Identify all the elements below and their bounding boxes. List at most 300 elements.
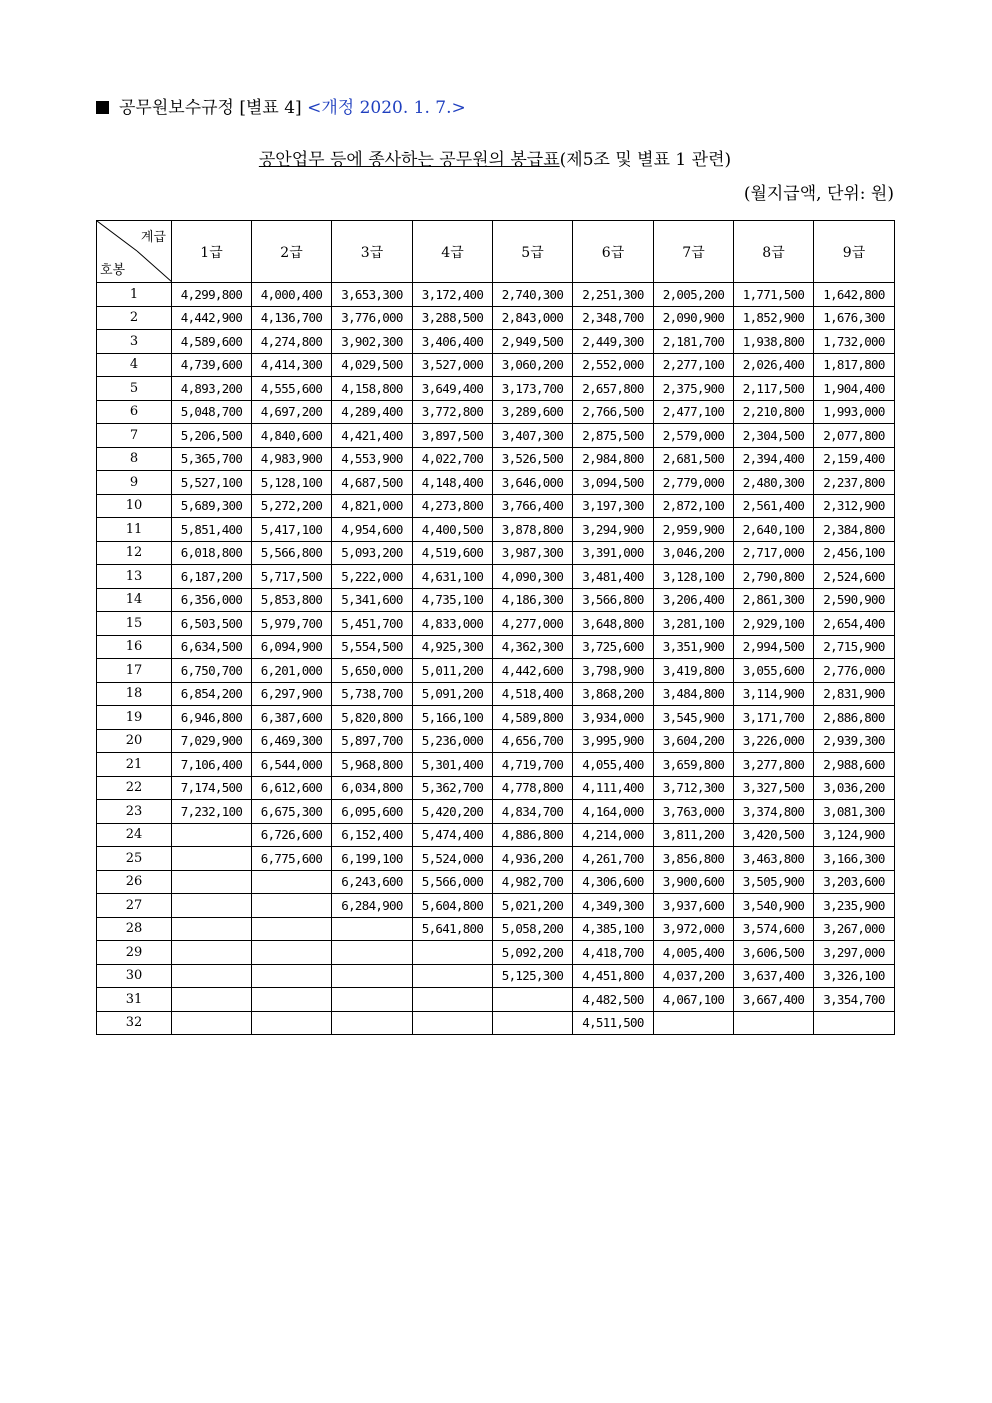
salary-cell: 3,203,600 (814, 870, 895, 894)
salary-cell: 4,442,900 (172, 306, 252, 330)
salary-cell: 5,125,300 (493, 964, 573, 988)
step-number: 14 (97, 588, 172, 612)
salary-cell: 5,474,400 (413, 823, 493, 847)
salary-cell: 4,589,800 (493, 706, 573, 730)
table-row (97, 353, 895, 377)
salary-cell: 4,482,500 (573, 988, 654, 1012)
salary-cell: 4,385,100 (573, 917, 654, 941)
table-row (97, 330, 895, 354)
salary-cell: 5,092,200 (493, 941, 573, 965)
salary-cell: 6,387,600 (252, 706, 332, 730)
title-main: 공안업무 등에 종사하는 공무원의 봉급표 (258, 150, 560, 170)
salary-cell: 3,649,400 (413, 377, 493, 401)
salary-cell: 5,527,100 (172, 471, 252, 495)
salary-cell (332, 1011, 413, 1035)
salary-cell: 3,937,600 (654, 894, 734, 918)
step-number: 3 (97, 330, 172, 354)
step-number: 21 (97, 753, 172, 777)
table-row (97, 541, 895, 565)
salary-cell: 6,775,600 (252, 847, 332, 871)
salary-cell: 3,281,100 (654, 612, 734, 636)
salary-cell: 3,374,800 (734, 800, 814, 824)
salary-cell: 3,326,100 (814, 964, 895, 988)
salary-cell: 3,046,200 (654, 541, 734, 565)
salary-cell: 3,484,800 (654, 682, 734, 706)
salary-cell: 5,853,800 (252, 588, 332, 612)
salary-cell: 2,831,900 (814, 682, 895, 706)
salary-cell: 5,091,200 (413, 682, 493, 706)
step-number: 2 (97, 306, 172, 330)
table-body (97, 283, 895, 1035)
salary-cell: 2,117,500 (734, 377, 814, 401)
table-row (97, 1011, 895, 1035)
salary-cell: 4,418,700 (573, 941, 654, 965)
salary-cell: 1,938,800 (734, 330, 814, 354)
salary-cell: 3,648,800 (573, 612, 654, 636)
table-row (97, 447, 895, 471)
salary-cell: 6,094,900 (252, 635, 332, 659)
grade-header: 3급 (332, 221, 413, 283)
table-row (97, 894, 895, 918)
salary-cell: 2,159,400 (814, 447, 895, 471)
salary-cell: 4,697,200 (252, 400, 332, 424)
salary-cell: 3,566,800 (573, 588, 654, 612)
salary-cell (172, 1011, 252, 1035)
salary-cell: 2,886,800 (814, 706, 895, 730)
table-row (97, 424, 895, 448)
salary-cell: 4,778,800 (493, 776, 573, 800)
salary-cell: 3,481,400 (573, 565, 654, 589)
salary-cell: 2,939,300 (814, 729, 895, 753)
salary-cell: 5,021,200 (493, 894, 573, 918)
salary-cell: 4,362,300 (493, 635, 573, 659)
salary-cell: 3,897,500 (413, 424, 493, 448)
salary-cell (413, 1011, 493, 1035)
salary-cell: 2,251,300 (573, 283, 654, 307)
salary-cell: 2,277,100 (654, 353, 734, 377)
salary-cell: 3,763,000 (654, 800, 734, 824)
regulation-title: 공무원보수규정 [별표 4] (119, 98, 302, 118)
salary-cell: 3,197,300 (573, 494, 654, 518)
salary-cell: 4,687,500 (332, 471, 413, 495)
salary-cell: 2,477,100 (654, 400, 734, 424)
salary-cell: 2,348,700 (573, 306, 654, 330)
table-row (97, 729, 895, 753)
salary-cell: 2,875,500 (573, 424, 654, 448)
table-row (97, 377, 895, 401)
salary-cell: 3,294,900 (573, 518, 654, 542)
salary-cell: 3,173,700 (493, 377, 573, 401)
salary-cell: 4,289,400 (332, 400, 413, 424)
step-number: 26 (97, 870, 172, 894)
salary-cell: 3,094,500 (573, 471, 654, 495)
salary-cell: 6,634,500 (172, 635, 252, 659)
salary-cell: 4,954,600 (332, 518, 413, 542)
salary-cell: 3,659,800 (654, 753, 734, 777)
salary-cell: 4,261,700 (573, 847, 654, 871)
step-number: 16 (97, 635, 172, 659)
table-row (97, 776, 895, 800)
salary-cell (332, 917, 413, 941)
salary-cell: 3,934,000 (573, 706, 654, 730)
salary-cell: 3,206,400 (654, 588, 734, 612)
salary-cell: 3,667,400 (734, 988, 814, 1012)
table-row (97, 588, 895, 612)
salary-cell: 3,527,000 (413, 353, 493, 377)
table-row (97, 682, 895, 706)
step-number: 27 (97, 894, 172, 918)
step-number: 32 (97, 1011, 172, 1035)
salary-cell: 4,299,800 (172, 283, 252, 307)
salary-cell: 3,277,800 (734, 753, 814, 777)
salary-cell: 4,273,800 (413, 494, 493, 518)
salary-cell: 4,553,900 (332, 447, 413, 471)
salary-cell: 2,994,500 (734, 635, 814, 659)
step-number: 31 (97, 988, 172, 1012)
salary-cell (252, 964, 332, 988)
salary-cell: 2,456,100 (814, 541, 895, 565)
step-number: 19 (97, 706, 172, 730)
salary-cell: 5,206,500 (172, 424, 252, 448)
salary-cell (734, 1011, 814, 1035)
salary-cell: 6,612,600 (252, 776, 332, 800)
salary-cell: 7,029,900 (172, 729, 252, 753)
salary-cell (172, 988, 252, 1012)
salary-cell: 5,554,500 (332, 635, 413, 659)
salary-cell: 2,766,500 (573, 400, 654, 424)
salary-cell (332, 988, 413, 1012)
salary-cell: 2,843,000 (493, 306, 573, 330)
salary-cell: 2,384,800 (814, 518, 895, 542)
salary-cell: 4,983,900 (252, 447, 332, 471)
salary-cell (252, 1011, 332, 1035)
salary-cell: 5,451,700 (332, 612, 413, 636)
salary-cell: 1,771,500 (734, 283, 814, 307)
salary-cell: 2,237,800 (814, 471, 895, 495)
salary-cell: 3,267,000 (814, 917, 895, 941)
table-row (97, 283, 895, 307)
step-number: 20 (97, 729, 172, 753)
salary-cell: 6,356,000 (172, 588, 252, 612)
salary-cell: 3,289,600 (493, 400, 573, 424)
salary-cell: 6,503,500 (172, 612, 252, 636)
salary-cell: 4,936,200 (493, 847, 573, 871)
salary-cell: 3,505,900 (734, 870, 814, 894)
salary-cell: 5,689,300 (172, 494, 252, 518)
salary-cell (172, 823, 252, 847)
salary-cell: 4,349,300 (573, 894, 654, 918)
salary-cell: 5,566,800 (252, 541, 332, 565)
salary-cell: 6,854,200 (172, 682, 252, 706)
salary-cell: 4,833,000 (413, 612, 493, 636)
salary-cell: 2,740,300 (493, 283, 573, 307)
salary-cell (493, 1011, 573, 1035)
step-number: 12 (97, 541, 172, 565)
salary-cell: 4,719,700 (493, 753, 573, 777)
salary-cell: 3,900,600 (654, 870, 734, 894)
salary-cell: 1,642,800 (814, 283, 895, 307)
salary-cell: 4,519,600 (413, 541, 493, 565)
salary-table (96, 220, 895, 1035)
salary-cell: 4,214,000 (573, 823, 654, 847)
table-row (97, 659, 895, 683)
salary-cell: 3,036,200 (814, 776, 895, 800)
grade-header: 6급 (573, 221, 654, 283)
salary-cell: 3,972,000 (654, 917, 734, 941)
amendment-date: <개정 2020. 1. 7.> (307, 98, 466, 118)
salary-cell: 5,058,200 (493, 917, 573, 941)
corner-grade-label: 계급 (140, 230, 166, 245)
table-row (97, 917, 895, 941)
salary-cell: 4,306,600 (573, 870, 654, 894)
salary-cell: 2,005,200 (654, 283, 734, 307)
salary-cell: 4,400,500 (413, 518, 493, 542)
salary-cell: 3,811,200 (654, 823, 734, 847)
salary-cell: 5,301,400 (413, 753, 493, 777)
salary-cell: 3,463,800 (734, 847, 814, 871)
salary-cell: 3,606,500 (734, 941, 814, 965)
salary-cell: 2,715,900 (814, 635, 895, 659)
salary-cell: 2,561,400 (734, 494, 814, 518)
salary-cell: 4,000,400 (252, 283, 332, 307)
salary-cell: 6,946,800 (172, 706, 252, 730)
square-bullet-icon (96, 101, 109, 114)
salary-cell: 6,297,900 (252, 682, 332, 706)
step-number: 15 (97, 612, 172, 636)
salary-cell: 5,897,700 (332, 729, 413, 753)
salary-cell: 3,420,500 (734, 823, 814, 847)
step-number: 9 (97, 471, 172, 495)
step-number: 17 (97, 659, 172, 683)
salary-cell (332, 941, 413, 965)
salary-cell: 3,637,400 (734, 964, 814, 988)
salary-cell (332, 964, 413, 988)
step-number: 29 (97, 941, 172, 965)
salary-cell: 5,166,100 (413, 706, 493, 730)
grade-header: 5급 (493, 221, 573, 283)
salary-cell (413, 941, 493, 965)
step-number: 24 (97, 823, 172, 847)
salary-cell: 6,284,900 (332, 894, 413, 918)
table-row (97, 753, 895, 777)
step-number: 4 (97, 353, 172, 377)
table-row (97, 494, 895, 518)
salary-cell (252, 917, 332, 941)
salary-cell: 2,304,500 (734, 424, 814, 448)
salary-cell: 2,524,600 (814, 565, 895, 589)
salary-cell: 4,186,300 (493, 588, 573, 612)
unit-note: (월지급액, 단위: 원) (743, 184, 894, 204)
salary-cell: 3,407,300 (493, 424, 573, 448)
table-row (97, 823, 895, 847)
salary-cell: 2,861,300 (734, 588, 814, 612)
salary-cell (172, 894, 252, 918)
salary-cell: 4,555,600 (252, 377, 332, 401)
salary-cell: 3,114,900 (734, 682, 814, 706)
table-row (97, 565, 895, 589)
salary-cell: 4,414,300 (252, 353, 332, 377)
step-number: 1 (97, 283, 172, 307)
salary-cell: 3,391,000 (573, 541, 654, 565)
salary-cell: 6,726,600 (252, 823, 332, 847)
salary-cell: 3,725,600 (573, 635, 654, 659)
salary-cell: 5,417,100 (252, 518, 332, 542)
salary-cell: 4,037,200 (654, 964, 734, 988)
salary-cell (252, 988, 332, 1012)
table-row (97, 964, 895, 988)
table-row (97, 800, 895, 824)
page-title (96, 145, 894, 170)
salary-cell: 5,222,000 (332, 565, 413, 589)
salary-cell: 2,394,400 (734, 447, 814, 471)
salary-cell: 5,362,700 (413, 776, 493, 800)
salary-cell: 3,987,300 (493, 541, 573, 565)
salary-cell: 3,055,600 (734, 659, 814, 683)
salary-cell: 2,579,000 (654, 424, 734, 448)
salary-cell: 2,480,300 (734, 471, 814, 495)
salary-cell: 5,641,800 (413, 917, 493, 941)
corner-step-label: 호봉 (100, 263, 126, 278)
table-row (97, 988, 895, 1012)
salary-cell: 4,055,400 (573, 753, 654, 777)
salary-cell (172, 964, 252, 988)
salary-cell: 3,297,000 (814, 941, 895, 965)
salary-cell: 3,902,300 (332, 330, 413, 354)
salary-cell: 1,993,000 (814, 400, 895, 424)
salary-cell: 4,111,400 (573, 776, 654, 800)
table-row (97, 471, 895, 495)
table-row (97, 635, 895, 659)
salary-cell: 3,354,700 (814, 988, 895, 1012)
salary-cell: 5,979,700 (252, 612, 332, 636)
salary-cell: 4,022,700 (413, 447, 493, 471)
salary-cell: 3,128,100 (654, 565, 734, 589)
salary-cell: 4,158,800 (332, 377, 413, 401)
salary-cell: 4,925,300 (413, 635, 493, 659)
step-number: 18 (97, 682, 172, 706)
salary-cell: 2,776,000 (814, 659, 895, 683)
salary-cell: 4,148,400 (413, 471, 493, 495)
table-row (97, 518, 895, 542)
salary-cell (172, 847, 252, 871)
salary-cell: 5,128,100 (252, 471, 332, 495)
salary-cell: 4,589,600 (172, 330, 252, 354)
corner-header (97, 221, 172, 283)
step-number: 11 (97, 518, 172, 542)
table-row (97, 612, 895, 636)
salary-cell: 3,526,500 (493, 447, 573, 471)
salary-cell: 6,201,000 (252, 659, 332, 683)
salary-cell: 3,226,000 (734, 729, 814, 753)
table-row (97, 306, 895, 330)
salary-cell: 2,640,100 (734, 518, 814, 542)
salary-cell: 2,872,100 (654, 494, 734, 518)
salary-cell: 5,272,200 (252, 494, 332, 518)
salary-cell: 3,288,500 (413, 306, 493, 330)
salary-cell: 3,327,500 (734, 776, 814, 800)
salary-cell: 3,235,900 (814, 894, 895, 918)
salary-cell: 2,949,500 (493, 330, 573, 354)
salary-cell: 5,566,000 (413, 870, 493, 894)
salary-cell: 2,312,900 (814, 494, 895, 518)
salary-cell: 1,904,400 (814, 377, 895, 401)
grade-header: 7급 (654, 221, 734, 283)
salary-cell: 3,798,900 (573, 659, 654, 683)
salary-cell: 3,766,400 (493, 494, 573, 518)
salary-cell (252, 870, 332, 894)
step-number: 6 (97, 400, 172, 424)
salary-cell: 4,656,700 (493, 729, 573, 753)
salary-cell: 1,852,900 (734, 306, 814, 330)
regulation-header (96, 93, 466, 118)
salary-cell: 4,090,300 (493, 565, 573, 589)
salary-cell: 7,174,500 (172, 776, 252, 800)
salary-cell: 2,779,000 (654, 471, 734, 495)
salary-cell: 3,868,200 (573, 682, 654, 706)
table-row (97, 400, 895, 424)
salary-cell: 6,018,800 (172, 541, 252, 565)
salary-cell: 1,732,000 (814, 330, 895, 354)
step-number: 30 (97, 964, 172, 988)
step-number: 8 (97, 447, 172, 471)
salary-cell: 5,524,000 (413, 847, 493, 871)
step-number: 22 (97, 776, 172, 800)
salary-cell: 4,739,600 (172, 353, 252, 377)
salary-cell: 6,187,200 (172, 565, 252, 589)
salary-cell: 6,469,300 (252, 729, 332, 753)
salary-cell: 5,604,800 (413, 894, 493, 918)
table-header-row (97, 221, 895, 283)
salary-cell: 1,676,300 (814, 306, 895, 330)
salary-cell: 3,604,200 (654, 729, 734, 753)
salary-cell: 2,654,400 (814, 612, 895, 636)
salary-cell: 3,995,900 (573, 729, 654, 753)
salary-cell: 4,982,700 (493, 870, 573, 894)
salary-cell: 4,735,100 (413, 588, 493, 612)
salary-cell: 3,878,800 (493, 518, 573, 542)
salary-cell (252, 894, 332, 918)
salary-cell (413, 988, 493, 1012)
salary-cell: 5,048,700 (172, 400, 252, 424)
salary-cell: 3,171,700 (734, 706, 814, 730)
grade-header: 1급 (172, 221, 252, 283)
salary-cell: 4,821,000 (332, 494, 413, 518)
step-number: 7 (97, 424, 172, 448)
salary-cell (814, 1011, 895, 1035)
salary-cell: 5,650,000 (332, 659, 413, 683)
table-row (97, 847, 895, 871)
salary-cell: 2,210,800 (734, 400, 814, 424)
salary-cell: 4,886,800 (493, 823, 573, 847)
salary-cell: 2,552,000 (573, 353, 654, 377)
salary-cell: 2,026,400 (734, 353, 814, 377)
salary-cell: 4,277,000 (493, 612, 573, 636)
step-number: 25 (97, 847, 172, 871)
salary-cell: 3,124,900 (814, 823, 895, 847)
salary-cell (172, 941, 252, 965)
salary-cell: 4,893,200 (172, 377, 252, 401)
salary-cell: 4,840,600 (252, 424, 332, 448)
grade-header: 8급 (734, 221, 814, 283)
salary-cell: 6,750,700 (172, 659, 252, 683)
salary-cell: 6,243,600 (332, 870, 413, 894)
salary-cell: 6,675,300 (252, 800, 332, 824)
salary-cell: 2,984,800 (573, 447, 654, 471)
salary-cell: 4,442,600 (493, 659, 573, 683)
step-number: 23 (97, 800, 172, 824)
salary-cell: 4,005,400 (654, 941, 734, 965)
salary-cell: 2,657,800 (573, 377, 654, 401)
